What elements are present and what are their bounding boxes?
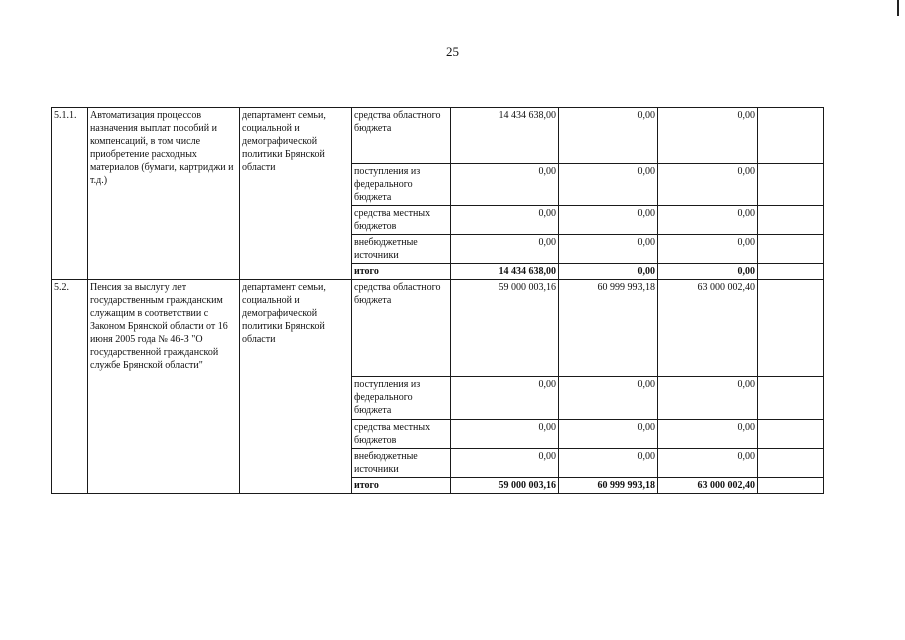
item-name: Автоматизация процессов назначения выплат пособий и компенсаций, в том числе приобретение расходных материалов (бумаги, картриджи и т.д.) <box>88 108 240 280</box>
source-label: поступления из федерального бюджета <box>352 164 451 206</box>
table-row <box>52 108 824 164</box>
source-label: поступления из федерального бюджета <box>352 377 451 420</box>
value-cell: 14 434 638,00 <box>451 108 559 164</box>
value-cell: 0,00 <box>658 377 758 420</box>
total-value: 14 434 638,00 <box>451 264 559 280</box>
value-cell: 0,00 <box>451 235 559 264</box>
budget-table <box>51 107 824 494</box>
source-label: средства местных бюджетов <box>352 420 451 449</box>
total-label: итого <box>352 264 451 280</box>
source-label: средства областного бюджета <box>352 108 451 164</box>
value-cell: 63 000 002,40 <box>658 280 758 377</box>
empty-cell <box>758 164 824 206</box>
source-label: внебюджетные источники <box>352 235 451 264</box>
value-cell: 0,00 <box>559 108 658 164</box>
value-cell: 0,00 <box>559 420 658 449</box>
empty-cell <box>758 108 824 164</box>
value-cell: 0,00 <box>559 164 658 206</box>
value-cell: 59 000 003,16 <box>451 280 559 377</box>
value-cell: 0,00 <box>658 420 758 449</box>
total-value: 59 000 003,16 <box>451 478 559 494</box>
empty-cell <box>758 280 824 377</box>
total-value: 0,00 <box>559 264 658 280</box>
value-cell: 0,00 <box>559 449 658 478</box>
empty-cell <box>758 478 824 494</box>
item-executor: департамент семьи, социальной и демографической политики Брянской области <box>240 108 352 280</box>
item-executor: департамент семьи, социальной и демографической политики Брянской области <box>240 280 352 494</box>
source-label: средства областного бюджета <box>352 280 451 377</box>
value-cell: 0,00 <box>658 108 758 164</box>
empty-cell <box>758 420 824 449</box>
value-cell: 0,00 <box>559 206 658 235</box>
total-value: 0,00 <box>658 264 758 280</box>
value-cell: 60 999 993,18 <box>559 280 658 377</box>
value-cell: 0,00 <box>559 377 658 420</box>
value-cell: 0,00 <box>451 420 559 449</box>
value-cell: 0,00 <box>451 206 559 235</box>
source-label: средства местных бюджетов <box>352 206 451 235</box>
total-value: 60 999 993,18 <box>559 478 658 494</box>
value-cell: 0,00 <box>451 449 559 478</box>
value-cell: 0,00 <box>559 235 658 264</box>
empty-cell <box>758 235 824 264</box>
scan-edge-mark <box>897 0 899 16</box>
item-number: 5.1.1. <box>52 108 88 280</box>
item-number: 5.2. <box>52 280 88 494</box>
value-cell: 0,00 <box>658 235 758 264</box>
empty-cell <box>758 264 824 280</box>
source-label: внебюджетные источники <box>352 449 451 478</box>
empty-cell <box>758 377 824 420</box>
table-row <box>52 280 824 377</box>
value-cell: 0,00 <box>451 377 559 420</box>
empty-cell <box>758 449 824 478</box>
value-cell: 0,00 <box>658 164 758 206</box>
value-cell: 0,00 <box>658 206 758 235</box>
value-cell: 0,00 <box>658 449 758 478</box>
item-name: Пенсия за выслугу лет государственным гражданским служащим в соответствии с Законом Брянской области от 16 июня 2005 года № 46-З "О государственной гражданской службе Брянской области" <box>88 280 240 494</box>
total-value: 63 000 002,40 <box>658 478 758 494</box>
empty-cell <box>758 206 824 235</box>
total-label: итого <box>352 478 451 494</box>
page-number: 25 <box>446 44 459 59</box>
value-cell: 0,00 <box>451 164 559 206</box>
